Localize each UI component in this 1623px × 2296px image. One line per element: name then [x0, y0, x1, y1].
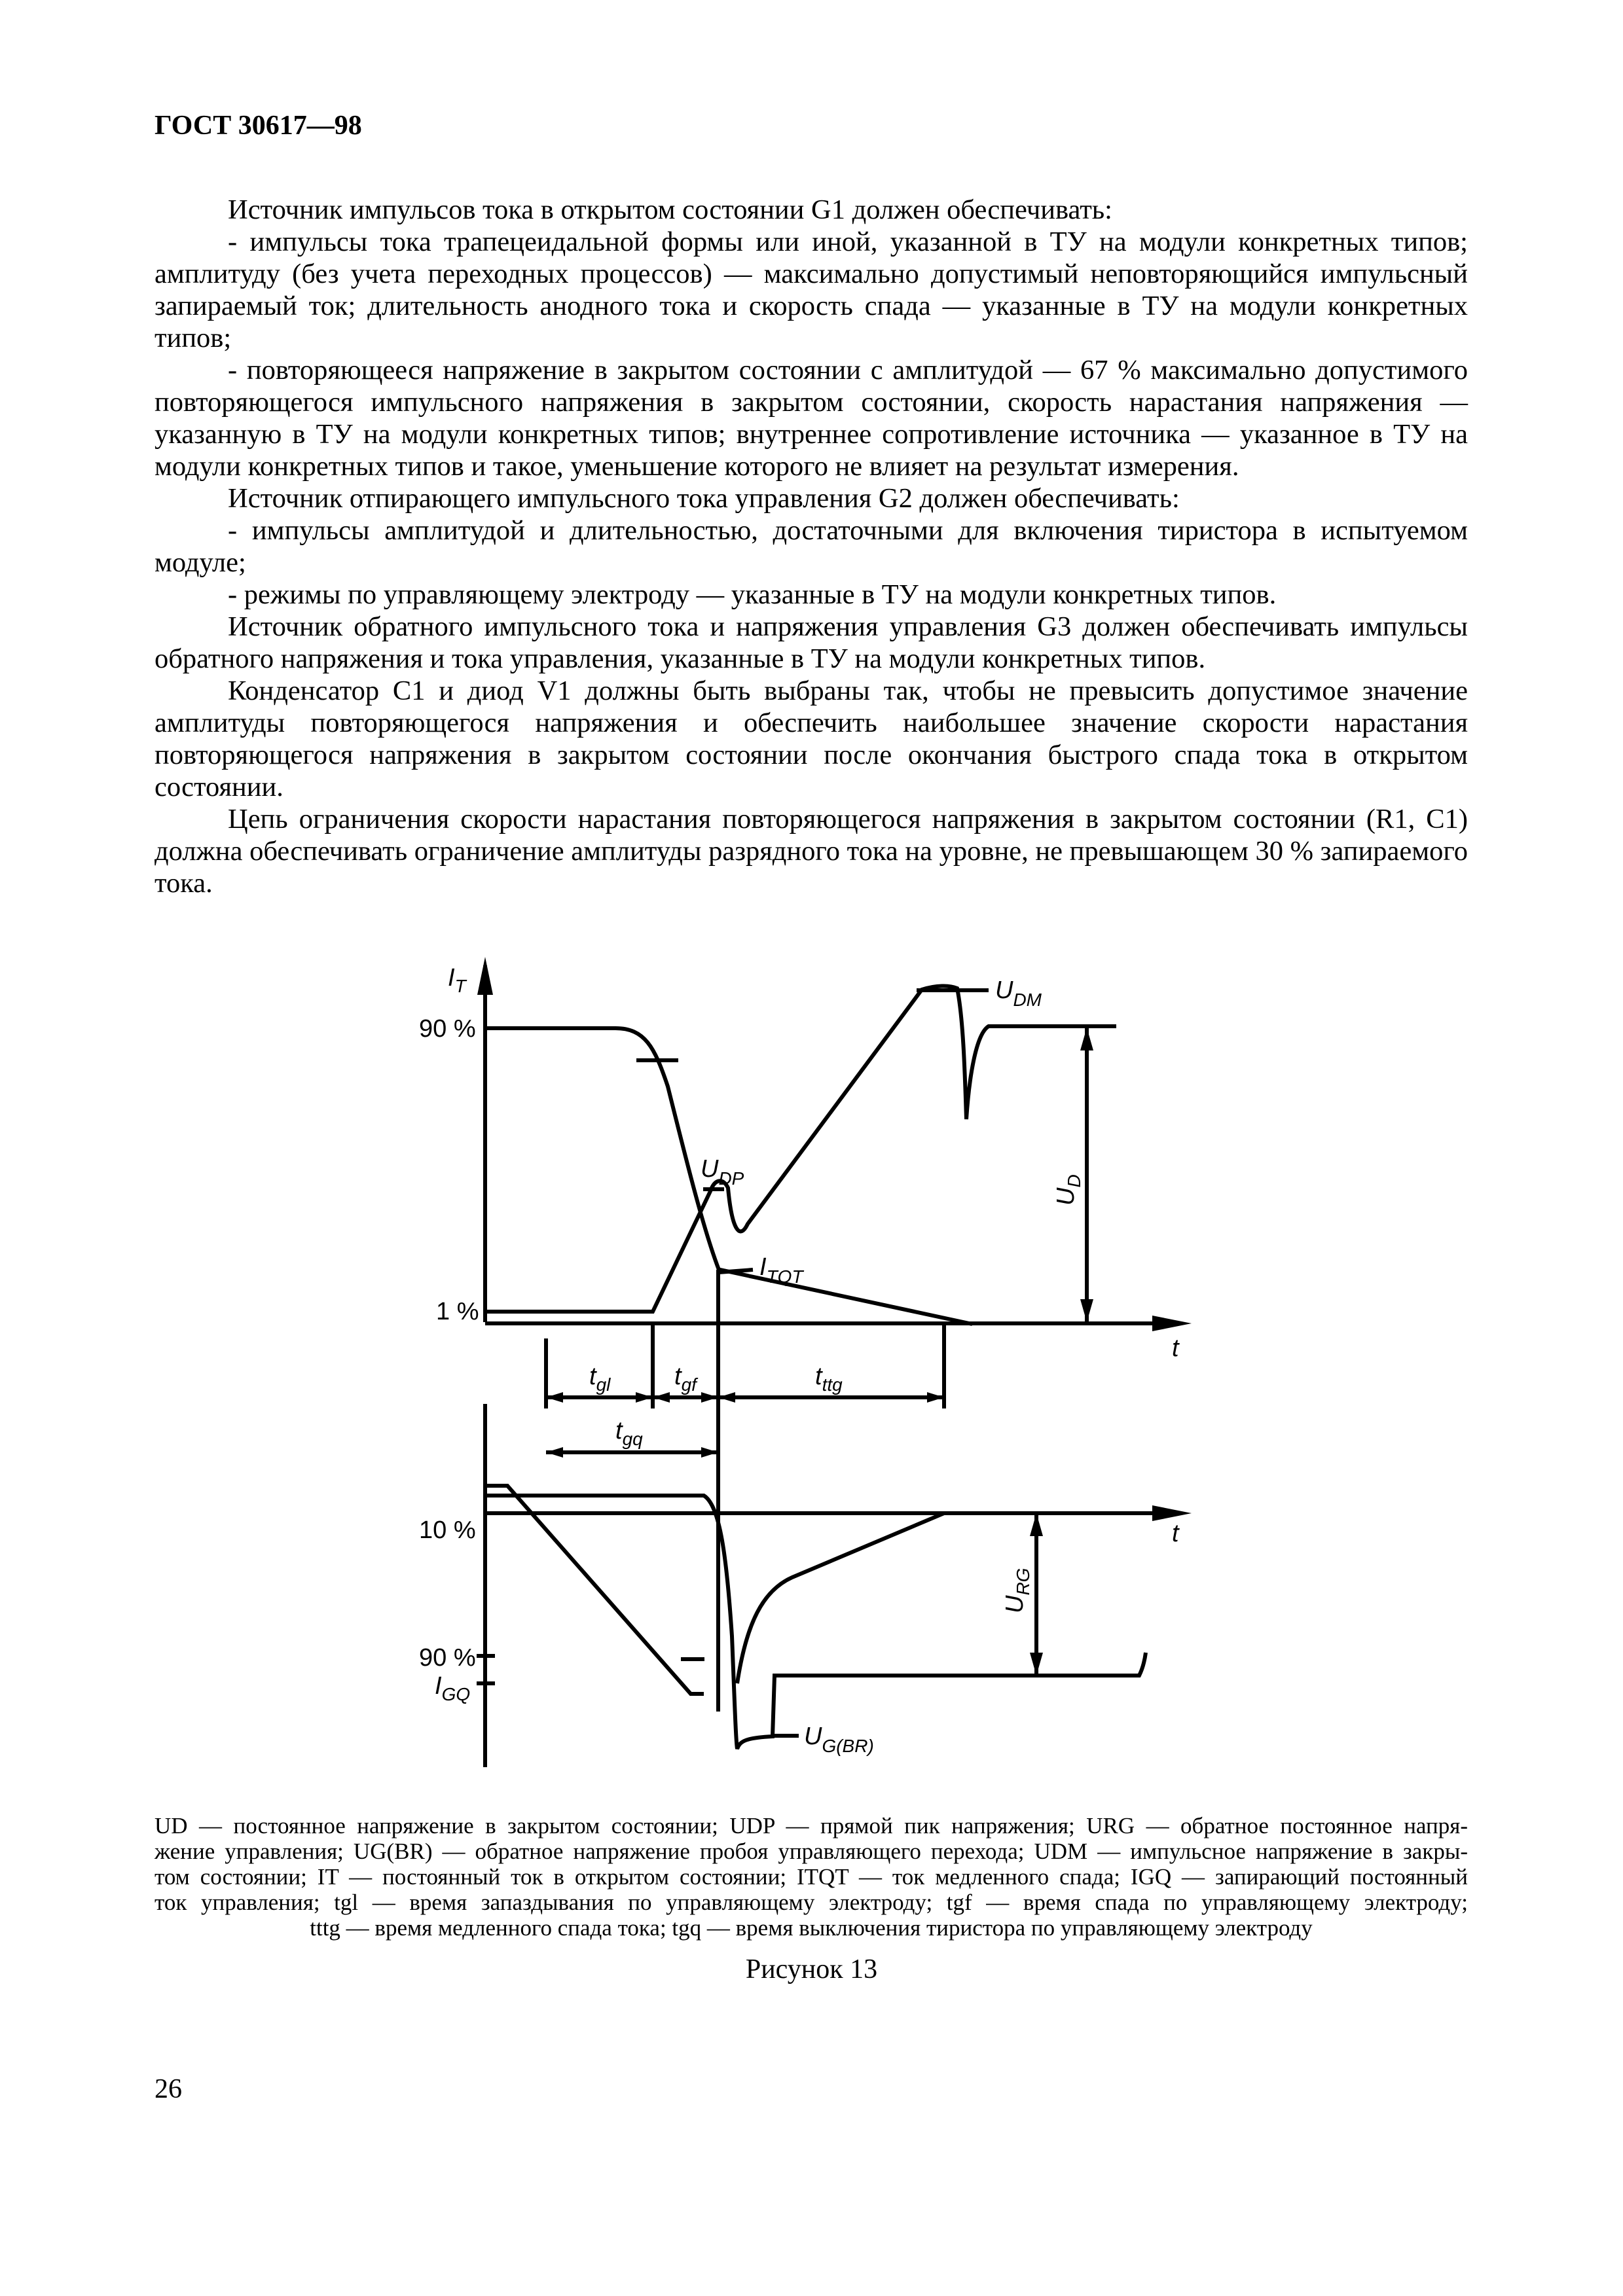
tttg-label: $t_{ttg}$: [815, 1363, 843, 1395]
paragraph: Источник отпирающего импульсного тока управления G2 должен обеспечивать:: [228, 483, 1180, 514]
t-bottom-label: t: [1172, 1520, 1179, 1547]
top-x-axis-arrow: [1152, 1316, 1192, 1331]
paragraph: - импульсы амплитудой и длительностью, достаточными для включения тиристора в испытуемом модуле;: [155, 515, 1468, 578]
paragraph: - импульсы тока трапецеидальной формы или иной, указанной в ТУ на модули конкретных типов; амплитуду (без учета переходных процессов) — максимально допустимый неповторяющийся импульсный запираемый ток; длительность анодного тока и скорость спада — указанные в ТУ на модули конкретных типов;: [155, 226, 1468, 353]
top-y-axis-arrow: [477, 957, 493, 995]
it-axis-label: $I_T$: [448, 964, 466, 996]
urg-label: $U_{RG}$: [1001, 1568, 1033, 1613]
ug-curve: [485, 1496, 1146, 1749]
paragraph: - повторяющееся напряжение в закрытом состоянии с амплитудой — 67 % максимально допустимого повторяющегося импульсного напряжения в закрытом состоянии, скорость нарастания напряжения — указанную в ТУ на модули конкретных типов; внутреннее сопротивление источника — указанное в ТУ на модули конкретных типов и такое, уменьшение которого не влияет на результат измерения.: [155, 355, 1468, 482]
paragraph: Источник обратного импульсного тока и напряжения управления G3 должен обеспечивать импульсы обратного напряжения и тока управления, указанные в ТУ на модули конкретных типов.: [155, 611, 1468, 674]
ud-curve: [485, 986, 1116, 1312]
bottom-x-axis-arrow: [1152, 1505, 1192, 1521]
itqt-label: $I_{TQT}$: [759, 1253, 803, 1287]
ud-arrow-top: [1080, 1028, 1093, 1050]
tgf-label: $t_{gf}$: [674, 1363, 697, 1395]
p1-label: 1 %: [436, 1298, 479, 1325]
caption-line: tttg — время медленного спада тока; tgq — время выключения тиристора по управляющему электроду: [310, 1915, 1313, 1941]
ugbr-label: $U_{G(BR)}$: [804, 1723, 874, 1756]
paragraph: - режимы по управляющему электроду — указанные в ТУ на модули конкретных типов.: [228, 579, 1277, 610]
paragraph: Цепь ограничения скорости нарастания повторяющегося напряжения в закрытом состоянии (R1, C1) должна обеспечивать ограничение амплитуды разрядного тока на уровне, не превышающем 30 % запираемого тока.: [155, 804, 1468, 899]
caption-line: ток управления; tgl — время запаздывания по управляющему электроду; tgf — время спада по управляющему электроду;: [155, 1890, 1468, 1915]
ud-arrow-bottom: [1080, 1299, 1093, 1322]
ig-curve: [485, 1486, 704, 1694]
udp-label: $U_{DP}$: [701, 1155, 744, 1189]
caption-line: UD — постоянное напряжение в закрытом состоянии; UDP — прямой пик напряжения; URG — обратное постоянное напря-: [155, 1813, 1468, 1839]
page-number: 26: [155, 2074, 182, 2104]
caption-line: том состоянии; IT — постоянный ток в открытом состоянии; ITQT — ток медленного спада; IGQ — запирающий постоянный: [155, 1864, 1468, 1890]
p10-label: 10 %: [419, 1516, 476, 1544]
urg-arrow-bottom: [1030, 1653, 1043, 1676]
p90-bottom-label: 90 %: [419, 1644, 476, 1672]
tgq-label: $t_{gq}$: [615, 1417, 643, 1449]
paragraph: Конденсатор C1 и диод V1 должны быть выбраны так, чтобы не превысить допустимое значение амплитуды повторяющегося напряжения и обеспечить наибольшее значение скорости нарастания повторяющегося напряжения в закрытом состоянии после окончания быстрого спада тока в открытом состоянии.: [155, 675, 1468, 802]
t-top-label: t: [1172, 1335, 1179, 1362]
urg-arrow-top: [1030, 1513, 1043, 1536]
figure-caption: [155, 1813, 1468, 1941]
igq-label: $I_{GQ}$: [435, 1672, 471, 1704]
paragraph: Источник импульсов тока в открытом состоянии G1 должен обеспечивать:: [228, 194, 1112, 225]
urg-recovery-curve: [737, 1513, 944, 1683]
udm-label: $U_{DM}$: [995, 977, 1042, 1010]
tgl-label: $t_{gl}$: [589, 1363, 611, 1395]
caption-line: жение управления; UG(BR) — обратное напряжение пробоя управляющего перехода; UDM — импульсное напряжение в закры-: [155, 1839, 1468, 1864]
ud-label: $U_D$: [1052, 1174, 1084, 1206]
figure-title: Рисунок 13: [745, 1954, 878, 1984]
itqt-leader: [719, 1270, 753, 1272]
p90-top-label: 90 %: [419, 1015, 476, 1043]
document-header: ГОСТ 30617—98: [155, 111, 362, 141]
